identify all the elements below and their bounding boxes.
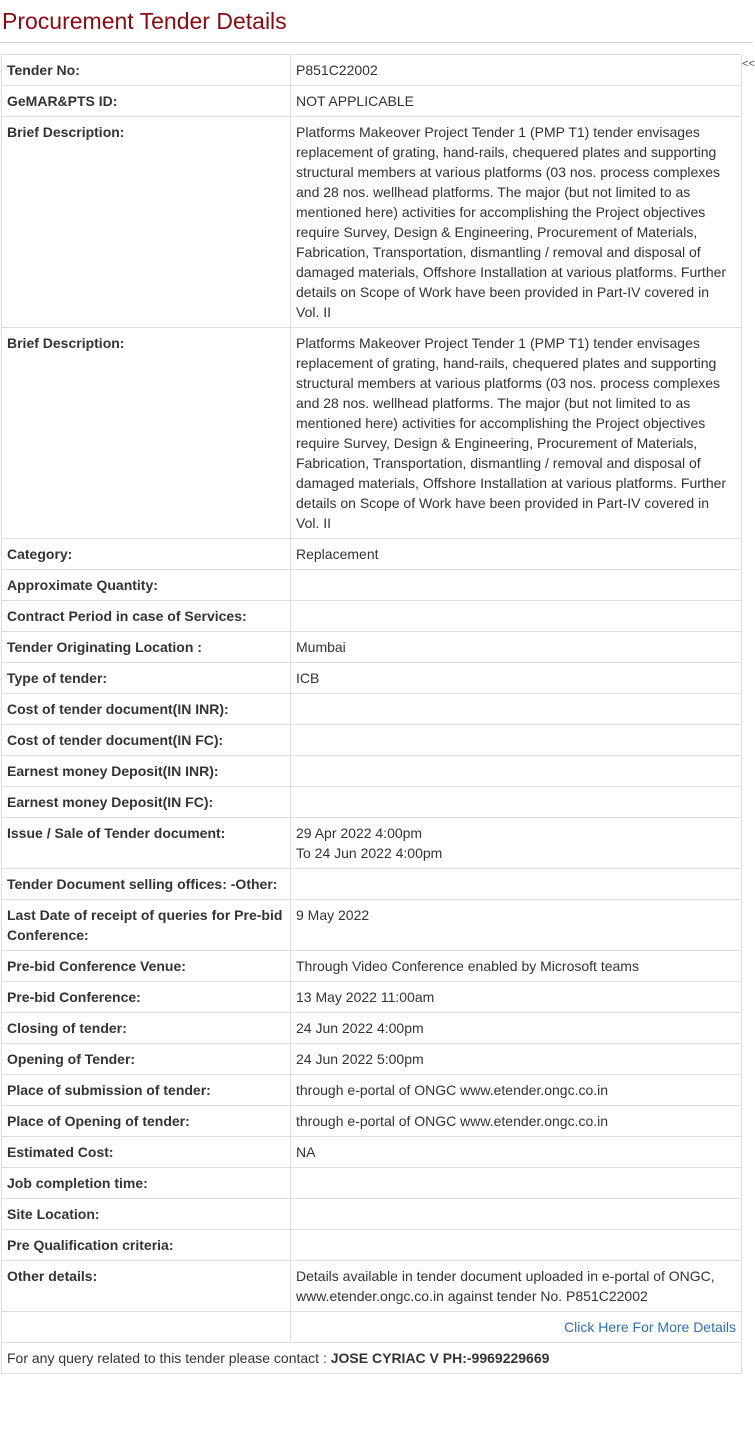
table-row-place-submission [2,1075,742,1106]
contact-prefix: For any query related to this tender please contact : [7,1350,331,1366]
row-label: Place of Opening of tender: [2,1106,291,1137]
table-row-site-location [2,1199,742,1230]
row-label: Type of tender: [2,663,291,694]
row-label: Category: [2,539,291,570]
collapse-arrow-icon[interactable]: << [742,58,755,70]
row-value: 13 May 2022 11:00am [291,982,742,1013]
contact-name: JOSE CYRIAC V PH:-9969229669 [330,1350,550,1366]
row-label: Approximate Quantity: [2,570,291,601]
row-label: Pre-bid Conference Venue: [2,951,291,982]
row-label: Issue / Sale of Tender document: [2,818,291,869]
row-label: Earnest money Deposit(IN INR): [2,756,291,787]
row-value [291,694,742,725]
row-label: Pre Qualification criteria: [2,1230,291,1261]
row-label: Closing of tender: [2,1013,291,1044]
tender-details-table [1,54,742,1374]
row-value [291,1199,742,1230]
row-label [2,1312,291,1343]
issue-end-date: To 24 Jun 2022 4:00pm [296,845,443,861]
row-label: Estimated Cost: [2,1137,291,1168]
row-label: Tender No: [2,55,291,86]
row-value [291,1312,742,1343]
more-details-link[interactable]: Click Here For More Details [564,1319,736,1335]
table-row-place-opening [2,1106,742,1137]
row-value: 24 Jun 2022 5:00pm [291,1044,742,1075]
row-label: Pre-bid Conference: [2,982,291,1013]
table-row-cost-inr [2,694,742,725]
row-label: Cost of tender document(IN INR): [2,694,291,725]
table-row-contract-period [2,601,742,632]
row-label: Last Date of receipt of queries for Pre-bid Conference: [2,900,291,951]
table-row-prebid-conference [2,982,742,1013]
row-label: Contract Period in case of Services: [2,601,291,632]
issue-start-date: 29 Apr 2022 4:00pm [296,825,423,841]
page-title: Procurement Tender Details [2,8,287,34]
row-label: Other details: [2,1261,291,1312]
table-row-type-of-tender [2,663,742,694]
row-value: Through Video Conference enabled by Microsoft teams [291,951,742,982]
table-row-brief-description-2 [2,328,742,539]
row-label: Job completion time: [2,1168,291,1199]
table-row-job-completion [2,1168,742,1199]
row-label: Brief Description: [2,117,291,328]
table-row-selling-offices [2,869,742,900]
table-row-issue-sale [2,818,742,869]
row-value: Mumbai [291,632,742,663]
row-value: Details available in tender document uploaded in e-portal of ONGC, www.etender.ongc.co.in against tender No. P851C22002 [291,1261,742,1312]
row-label: Earnest money Deposit(IN FC): [2,787,291,818]
table-row-brief-description [2,117,742,328]
row-value [291,787,742,818]
table-row-prebid-venue [2,951,742,982]
row-value: NOT APPLICABLE [291,86,742,117]
row-value: ICB [291,663,742,694]
row-value: Replacement [291,539,742,570]
row-value: 9 May 2022 [291,900,742,951]
table-row-closing [2,1013,742,1044]
row-value [291,725,742,756]
table-row-category [2,539,742,570]
row-value: through e-portal of ONGC www.etender.ongc.co.in [291,1106,742,1137]
row-value: 24 Jun 2022 4:00pm [291,1013,742,1044]
table-row-contact [2,1343,742,1374]
row-label: Opening of Tender: [2,1044,291,1075]
row-value [291,869,742,900]
row-label: Site Location: [2,1199,291,1230]
table-row-originating-location [2,632,742,663]
table-row-tender-no [2,55,742,86]
table-row-estimated-cost [2,1137,742,1168]
row-value [291,570,742,601]
table-row-emd-fc [2,787,742,818]
row-label: Brief Description: [2,328,291,539]
table-row-other-details [2,1261,742,1312]
row-value [291,601,742,632]
contact-info [2,1343,742,1374]
table-row-opening [2,1044,742,1075]
table-row-query-last-date [2,900,742,951]
table-row-cost-fc [2,725,742,756]
row-value [291,818,742,869]
table-row-gemar-id [2,86,742,117]
row-value: P851C22002 [291,55,742,86]
row-value [291,1230,742,1261]
row-label: Cost of tender document(IN FC): [2,725,291,756]
row-label: Tender Originating Location : [2,632,291,663]
table-row-emd-inr [2,756,742,787]
row-value [291,756,742,787]
row-value: Platforms Makeover Project Tender 1 (PMP T1) tender envisages replacement of grating, hand-rails, chequered plates and supporting structural members at various platforms (03 nos. process complexes and 28 nos. wellhead platforms. The major (but not limited to as mentioned here) activities for accomplishing the Project objectives require Survey, Design & Engineering, Procurement of Materials, Fabrication, Transportation, dismantling / removal and disposal of damaged materials, Offshore Installation at various platforms. Further details on Scope of Work have been provided in Part-IV covered in Vol. II [291,328,742,539]
row-label: GeMAR&PTS ID: [2,86,291,117]
table-row-more-details [2,1312,742,1343]
table-row-pre-qualification [2,1230,742,1261]
row-label: Tender Document selling offices: -Other: [2,869,291,900]
title-divider [0,42,753,43]
row-value: through e-portal of ONGC www.etender.ongc.co.in [291,1075,742,1106]
table-row-approximate-quantity [2,570,742,601]
row-label: Place of submission of tender: [2,1075,291,1106]
row-value [291,1168,742,1199]
row-value: NA [291,1137,742,1168]
row-value: Platforms Makeover Project Tender 1 (PMP T1) tender envisages replacement of grating, hand-rails, chequered plates and supporting structural members at various platforms (03 nos. process complexes and 28 nos. wellhead platforms. The major (but not limited to as mentioned here) activities for accomplishing the Project objectives require Survey, Design & Engineering, Procurement of Materials, Fabrication, Transportation, dismantling / removal and disposal of damaged materials, Offshore Installation at various platforms. Further details on Scope of Work have been provided in Part-IV covered in Vol. II [291,117,742,328]
